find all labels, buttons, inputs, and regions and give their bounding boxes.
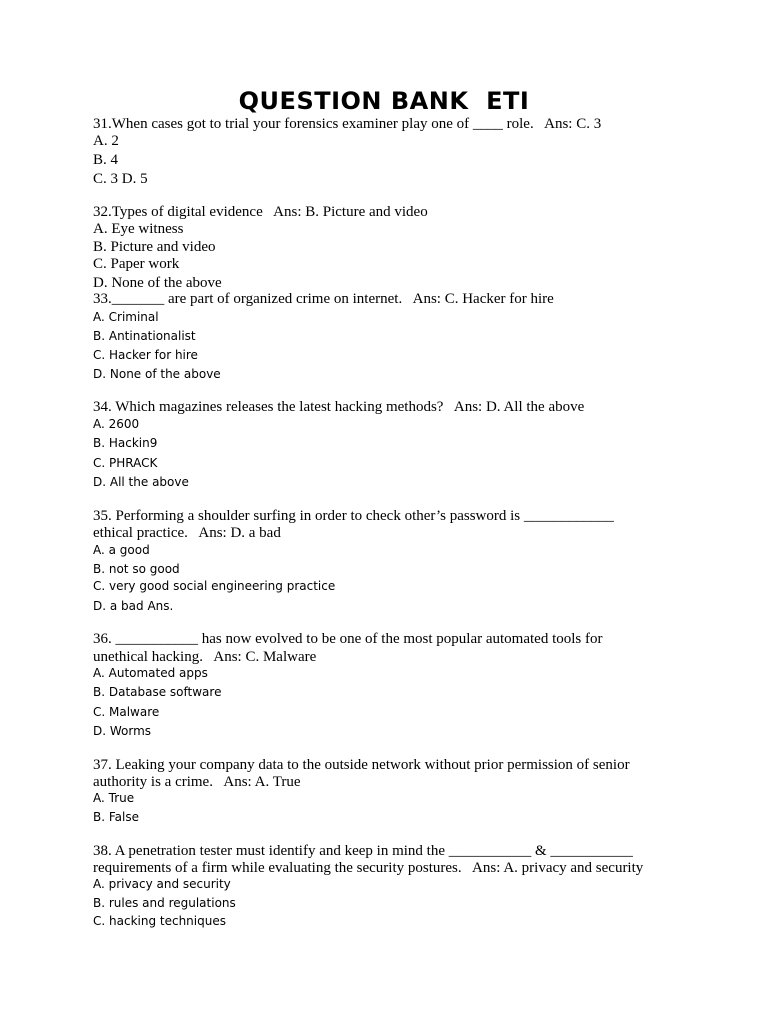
question-34-stem: 34. Which magazines releases the latest hacking methods? Ans: D. All the above	[93, 399, 585, 415]
question-35-option-a: A. a good	[93, 543, 150, 557]
question-32-option-a: A. Eye witness	[93, 221, 184, 237]
question-34-option-a: A. 2600	[93, 417, 140, 431]
question-36-stem-line-2: unethical hacking. Ans: C. Malware	[93, 649, 317, 665]
question-37-stem-line-2: authority is a crime. Ans: A. True	[93, 774, 301, 790]
question-35-stem-line-1: 35. Performing a shoulder surfing in order to check other’s password is ____________	[93, 508, 614, 524]
question-36-option-c: C. Malware	[93, 705, 160, 719]
question-38-stem-line-2: requirements of a firm while evaluating the security postures. Ans: A. privacy and security	[93, 860, 644, 876]
question-37-option-a: A. True	[93, 791, 135, 805]
question-33-option-c: C. Hacker for hire	[93, 348, 198, 362]
question-35-option-d: D. a bad Ans.	[93, 599, 174, 613]
question-33-stem: 33._______ are part of organized crime on internet. Ans: C. Hacker for hire	[93, 291, 554, 307]
question-37-stem-line-1: 37. Leaking your company data to the outside network without prior permission of senior	[93, 757, 630, 773]
question-32-option-b: B. Picture and video	[93, 239, 216, 255]
question-35-option-c: C. very good social engineering practice	[93, 579, 336, 593]
question-31-option-c: C. 3 D. 5	[93, 171, 148, 187]
question-33-option-b: B. Antinationalist	[93, 329, 196, 343]
question-36-option-d: D. Worms	[93, 724, 152, 738]
question-34-option-c: C. PHRACK	[93, 456, 158, 470]
question-34-option-d: D. All the above	[93, 475, 189, 489]
question-36-option-a: A. Automated apps	[93, 666, 208, 680]
question-33-option-a: A. Criminal	[93, 310, 159, 324]
question-36-option-b: B. Database software	[93, 685, 222, 699]
question-38-stem-line-1: 38. A penetration tester must identify and keep in mind the ___________ & ___________	[93, 843, 633, 859]
question-38-option-a: A. privacy and security	[93, 877, 231, 891]
question-38-option-c: C. hacking techniques	[93, 914, 226, 928]
question-32-option-c: C. Paper work	[93, 256, 180, 272]
page-title: QUESTION BANK ETI	[238, 87, 530, 115]
question-31-stem: 31.When cases got to trial your forensics examiner play one of ____ role. Ans: C. 3	[93, 116, 602, 132]
question-35-option-b: B. not so good	[93, 562, 180, 576]
question-37-option-b: B. False	[93, 810, 139, 824]
question-32-stem: 32.Types of digital evidence Ans: B. Picture and video	[93, 204, 428, 220]
question-36-stem-line-1: 36. ___________ has now evolved to be one of the most popular automated tools for	[93, 631, 603, 647]
question-32-option-d: D. None of the above	[93, 275, 222, 291]
question-34-option-b: B. Hackin9	[93, 436, 158, 450]
question-31-option-a: A. 2	[93, 133, 119, 149]
question-35-stem-line-2: ethical practice. Ans: D. a bad	[93, 525, 281, 541]
question-38-option-b: B. rules and regulations	[93, 896, 236, 910]
question-31-option-b: B. 4	[93, 152, 119, 168]
question-33-option-d: D. None of the above	[93, 367, 221, 381]
